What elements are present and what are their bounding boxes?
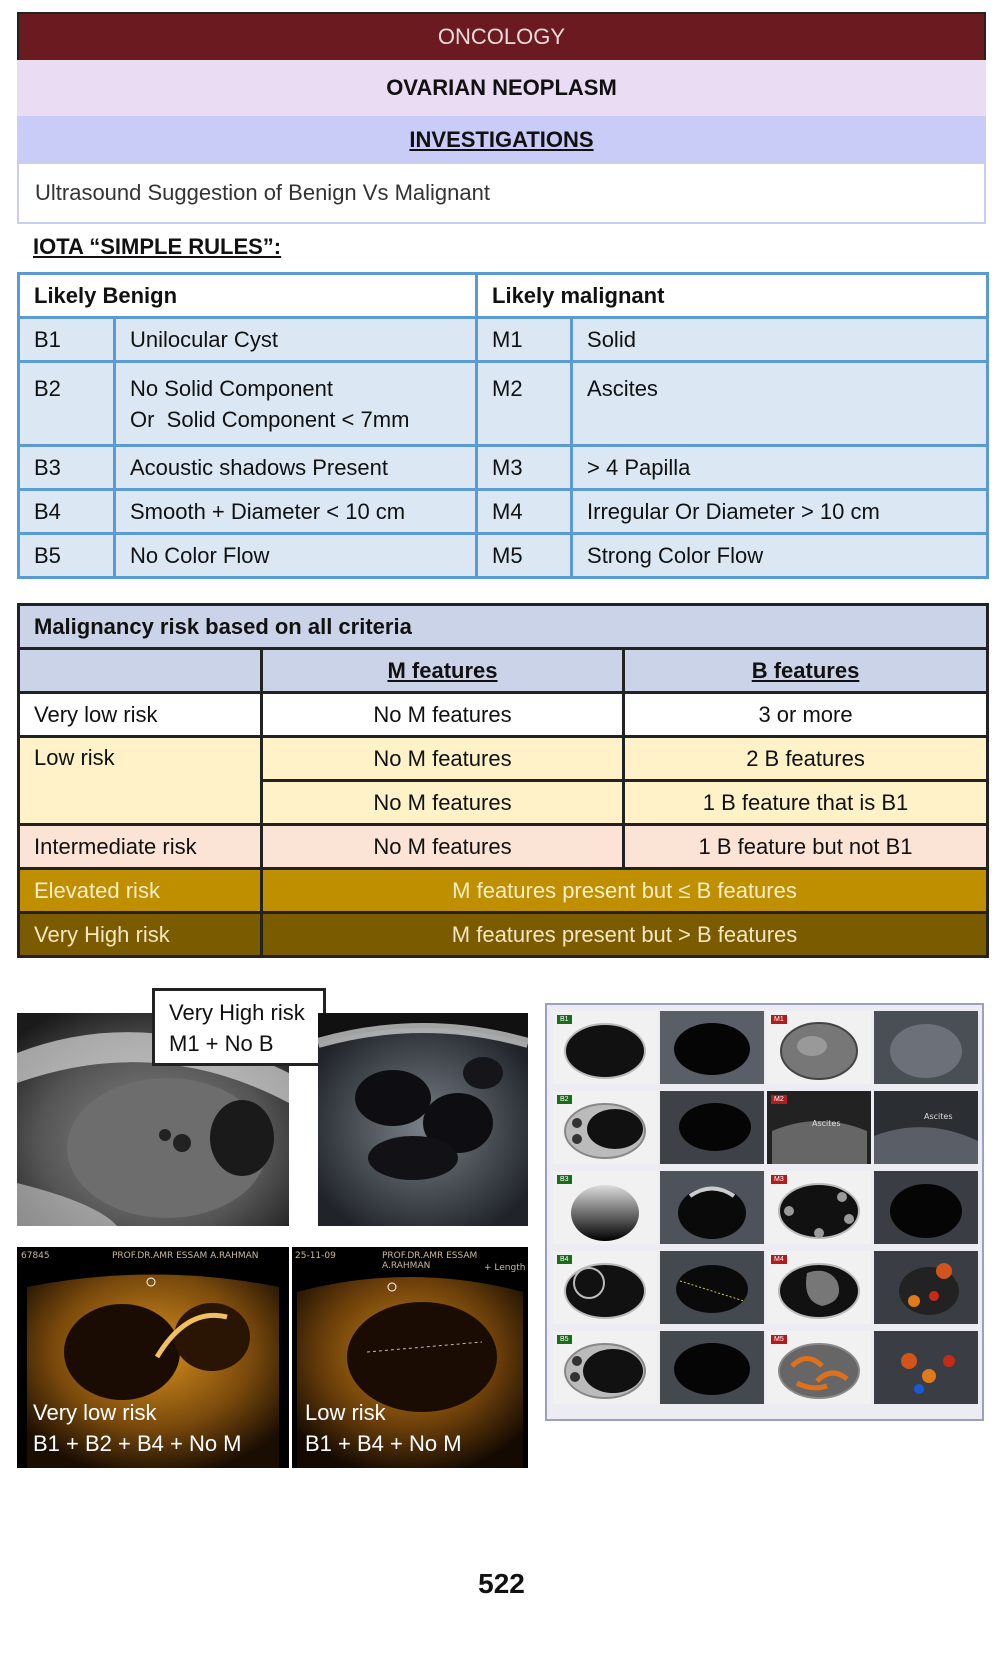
table-row (19, 869, 988, 913)
m-value: No M features (262, 781, 624, 825)
risk-description: M features present but ≤ B features (262, 869, 988, 913)
image-caption (305, 1397, 462, 1459)
m-text: Irregular Or Diameter > 10 cm (572, 490, 988, 534)
ascites-label: Ascites (812, 1119, 841, 1128)
b5-tag: B5 (557, 1335, 572, 1344)
m1-ultrasound (874, 1011, 978, 1084)
m4-schematic (767, 1251, 871, 1324)
subtitle-text: Ultrasound Suggestion of Benign Vs Malignant (35, 180, 490, 205)
m5-tag: M5 (771, 1335, 787, 1344)
table-row (19, 446, 988, 490)
b-code: B3 (19, 446, 115, 490)
b-text-cell (115, 362, 477, 446)
m-code: M3 (477, 446, 572, 490)
b-code: B1 (19, 318, 115, 362)
b-text: Unilocular Cyst (115, 318, 477, 362)
b-code: B2 (19, 362, 115, 446)
risk-label: Low risk (19, 737, 262, 825)
table-row (19, 913, 988, 957)
risk-label: Elevated risk (19, 869, 262, 913)
b-text-2: Or Solid Component < 7mm (130, 407, 410, 432)
risk-header-row (19, 649, 988, 693)
table-row (19, 490, 988, 534)
m4-tag: M4 (771, 1255, 787, 1264)
table-header-row (19, 274, 988, 318)
table-row (19, 737, 988, 781)
image-id: 67845 (21, 1251, 50, 1261)
empty-header-cell (19, 649, 262, 693)
m3-schematic (767, 1171, 871, 1244)
benign-header: Likely Benign (19, 274, 477, 318)
very-high-risk-label (152, 988, 326, 1066)
m-code: M1 (477, 318, 572, 362)
table-row (19, 534, 988, 578)
subtopic-banner (17, 116, 986, 164)
risk-title: Malignancy risk based on all criteria (19, 605, 988, 649)
m-value: No M features (262, 825, 624, 869)
m1-tag: M1 (771, 1015, 787, 1024)
m3-tag: M3 (771, 1175, 787, 1184)
table-row (19, 362, 988, 446)
b-value: 1 B feature that is B1 (624, 781, 988, 825)
m5-ultrasound (874, 1331, 978, 1404)
section-banner (17, 12, 986, 60)
m-code: M5 (477, 534, 572, 578)
m-value: No M features (262, 737, 624, 781)
b2-schematic (553, 1091, 657, 1164)
b4-schematic (553, 1251, 657, 1324)
b-value: 1 B feature but not B1 (624, 825, 988, 869)
caption-line1: Very low risk (33, 1400, 157, 1425)
m-text: Strong Color Flow (572, 534, 988, 578)
b1-ultrasound (660, 1011, 764, 1084)
b2-ultrasound (660, 1091, 764, 1164)
topic-banner (17, 60, 986, 116)
m-value: No M features (262, 693, 624, 737)
ultrasound-graphic (318, 1013, 528, 1226)
b3-ultrasound (660, 1171, 764, 1244)
m-text: Solid (572, 318, 988, 362)
ultrasound-image-multilocular (318, 1013, 528, 1226)
image-header: PROF.DR.AMR ESSAM A.RAHMAN (112, 1251, 259, 1261)
table-row (19, 825, 988, 869)
b4-ultrasound (660, 1251, 764, 1324)
image-caption (33, 1397, 242, 1459)
malignant-header: Likely malignant (477, 274, 988, 318)
m-code: M2 (477, 362, 572, 446)
risk-title-row (19, 605, 988, 649)
vh-label-line2: M1 + No B (169, 1031, 274, 1056)
page-number: 522 (478, 1568, 525, 1599)
m3-ultrasound (874, 1171, 978, 1244)
b-code: B5 (19, 534, 115, 578)
m5-schematic (767, 1331, 871, 1404)
caption-line2: B1 + B4 + No M (305, 1431, 462, 1456)
m2-schematic (767, 1091, 871, 1164)
b3-schematic (553, 1171, 657, 1244)
risk-label: Very High risk (19, 913, 262, 957)
b1-schematic (553, 1011, 657, 1084)
vh-label-line1: Very High risk (169, 1000, 305, 1025)
image-date: 25-11-09 (295, 1251, 336, 1261)
m4-ultrasound (874, 1251, 978, 1324)
ascites-label: Ascites (924, 1112, 953, 1121)
b2-tag: B2 (557, 1095, 572, 1104)
m-code: M4 (477, 490, 572, 534)
ultrasound-image-very-low-risk (17, 1247, 289, 1468)
iota-reference-image-grid (545, 1003, 984, 1421)
risk-description: M features present but > B features (262, 913, 988, 957)
image-header: PROF.DR.AMR ESSAM A.RAHMAN (382, 1251, 478, 1271)
section-title: ONCOLOGY (437, 24, 566, 49)
risk-table (17, 603, 989, 958)
subtopic-title: INVESTIGATIONS (409, 127, 594, 152)
caption-line1: Low risk (305, 1400, 386, 1425)
m2-ultrasound (874, 1091, 978, 1164)
b3-tag: B3 (557, 1175, 572, 1184)
m-text: > 4 Papilla (572, 446, 988, 490)
table-row (19, 318, 988, 362)
risk-label: Very low risk (19, 693, 262, 737)
iota-rules-table (17, 272, 989, 579)
caption-line2: B1 + B2 + B4 + No M (33, 1431, 242, 1456)
b-code: B4 (19, 490, 115, 534)
b-text: No Color Flow (115, 534, 477, 578)
image-length-label: + Length (484, 1263, 526, 1273)
subtitle-box (17, 164, 986, 224)
ultrasound-image-low-risk (292, 1247, 528, 1468)
b-text: Acoustic shadows Present (115, 446, 477, 490)
m-text: Ascites (572, 362, 988, 446)
m1-schematic (767, 1011, 871, 1084)
b-text: Smooth + Diameter < 10 cm (115, 490, 477, 534)
table-row (19, 693, 988, 737)
b-value: 3 or more (624, 693, 988, 737)
b-features-header: B features (624, 649, 988, 693)
topic-title: OVARIAN NEOPLASM (386, 75, 617, 100)
m2-tag: M2 (771, 1095, 787, 1104)
b-value: 2 B features (624, 737, 988, 781)
b5-schematic (553, 1331, 657, 1404)
m-features-header: M features (262, 649, 624, 693)
iota-title: IOTA “SIMPLE RULES”: (33, 234, 282, 259)
b5-ultrasound (660, 1331, 764, 1404)
b4-tag: B4 (557, 1255, 572, 1264)
b-text: No Solid Component (130, 376, 334, 401)
b1-tag: B1 (557, 1015, 572, 1024)
risk-label: Intermediate risk (19, 825, 262, 869)
